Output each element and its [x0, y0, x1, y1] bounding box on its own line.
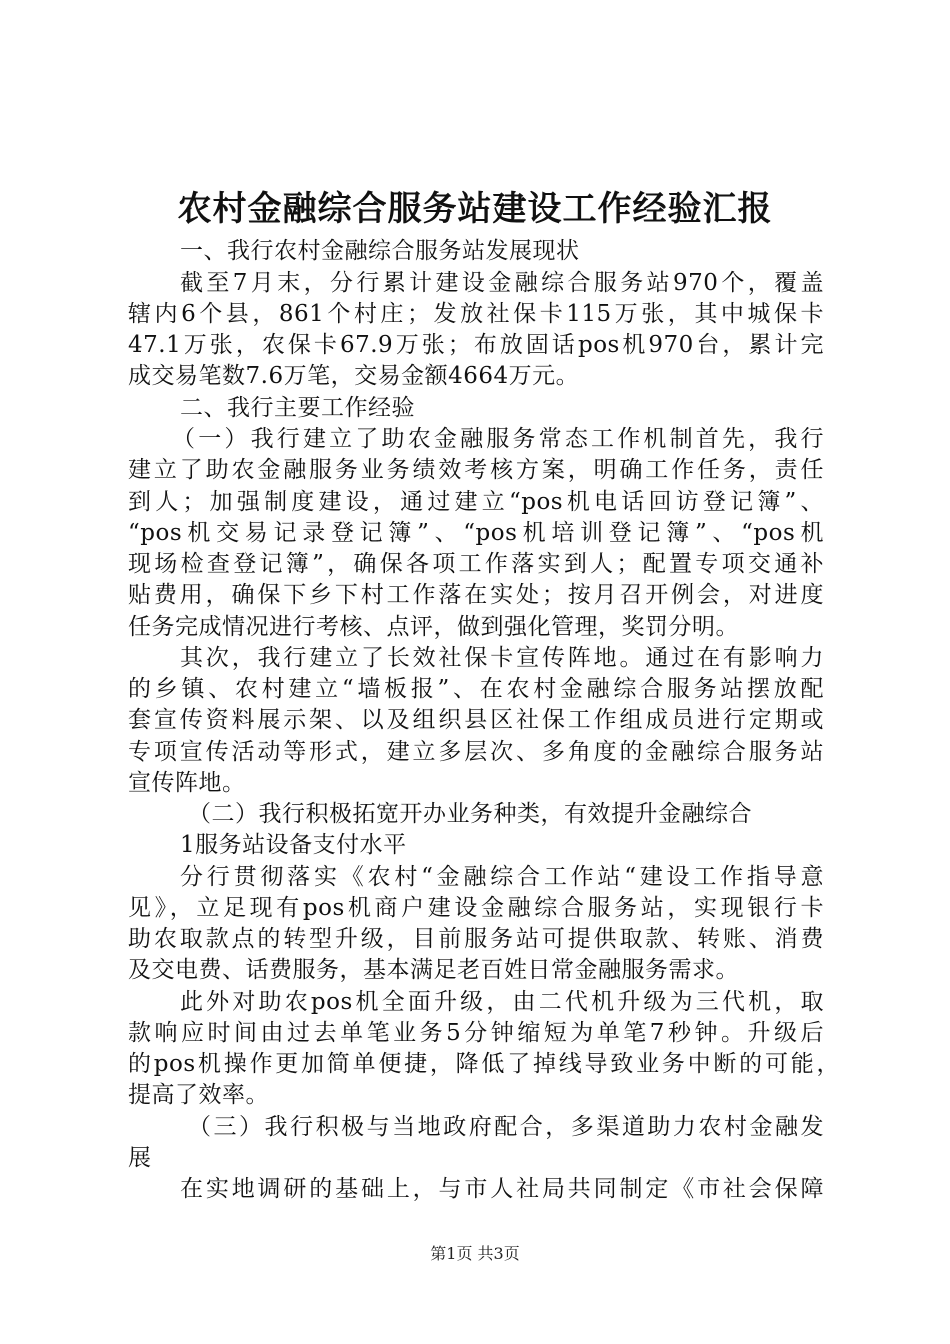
paragraph-line: 分行贯彻落实《农村“金融综合工作站“建设工作指导意: [180, 864, 824, 890]
paragraph-line: 其次，我行建立了长效社保卡宣传阵地。通过在有影响力: [180, 645, 824, 671]
page-footer: 第1页 共3页: [430, 1244, 520, 1263]
paragraph-line: “pos机交易记录登记簿”、“pos机培训登记簿”、“pos机: [128, 520, 824, 546]
subsection-heading: （一）我行建立了助农金融服务常态工作机制首先，我行: [172, 426, 824, 452]
paragraph-line: 套宣传资料展示架、以及组织县区社保工作组成员进行定期或: [128, 707, 824, 733]
section-heading-1: 一、我行农村金融综合服务站发展现状: [180, 238, 580, 264]
paragraph-line: 贴费用，确保下乡下村工作落在实处；按月召开例会，对进度: [128, 582, 824, 608]
paragraph-line: 及交电费、话费服务，基本满足老百姓日常金融服务需求。: [128, 957, 739, 983]
paragraph-line: 截至7月末，分行累计建设金融综合服务站970个，覆盖: [180, 270, 824, 296]
paragraph-line: 助农取款点的转型升级，目前服务站可提供取款、转账、消费: [128, 926, 824, 952]
paragraph-line: 辖内6个县，861个村庄；发放社保卡115万张，其中城保卡: [128, 301, 824, 327]
paragraph-line: 到人；加强制度建设，通过建立“pos机电话回访登记簿”、: [128, 489, 824, 515]
paragraph-line: 现场检查登记簿”，确保各项工作落实到人；配置专项交通补: [128, 551, 824, 577]
paragraph-line: 任务完成情况进行考核、点评，做到强化管理，奖罚分明。: [128, 614, 739, 640]
paragraph-line: 提高了效率。: [128, 1082, 269, 1108]
page-title: 农村金融综合服务站建设工作经验汇报: [177, 189, 773, 229]
paragraph-line: 专项宣传活动等形式，建立多层次、多角度的金融综合服务站: [128, 739, 824, 765]
paragraph-line: 的pos机操作更加简单便捷，降低了掉线导致业务中断的可能，: [128, 1051, 840, 1077]
paragraph-line: 成交易笔数7.6万笔，交易金额4664万元。: [128, 363, 580, 389]
section-heading-2: 二、我行主要工作经验: [180, 395, 415, 421]
paragraph-line: 此外对助农pos机全面升级，由二代机升级为三代机，取: [180, 989, 824, 1015]
paragraph-line: 的乡镇、农村建立“墙板报”、在农村金融综合服务站摆放配: [128, 676, 824, 702]
subsection-heading-cont: 1服务站设备支付水平: [180, 832, 407, 858]
subsection-heading-cont: 展: [128, 1145, 152, 1171]
paragraph-line: 宣传阵地。: [128, 770, 246, 796]
paragraph-line: 见》，立足现有pos机商户建设金融综合服务站，实现银行卡: [128, 895, 824, 921]
subsection-heading: （二）我行积极拓宽开办业务种类，有效提升金融综合: [188, 801, 752, 827]
paragraph-line: 47.1万张，农保卡67.9万张；布放固话pos机970台，累计完: [128, 332, 824, 358]
paragraph-line: 在实地调研的基础上，与市人社局共同制定《市社会保障: [180, 1176, 824, 1202]
paragraph-line: 建立了助农金融服务业务绩效考核方案，明确工作任务，责任: [128, 457, 824, 483]
paragraph-line: 款响应时间由过去单笔业务5分钟缩短为单笔7秒钟。升级后: [128, 1020, 824, 1046]
subsection-heading: （三）我行积极与当地政府配合，多渠道助力农村金融发: [188, 1114, 824, 1140]
